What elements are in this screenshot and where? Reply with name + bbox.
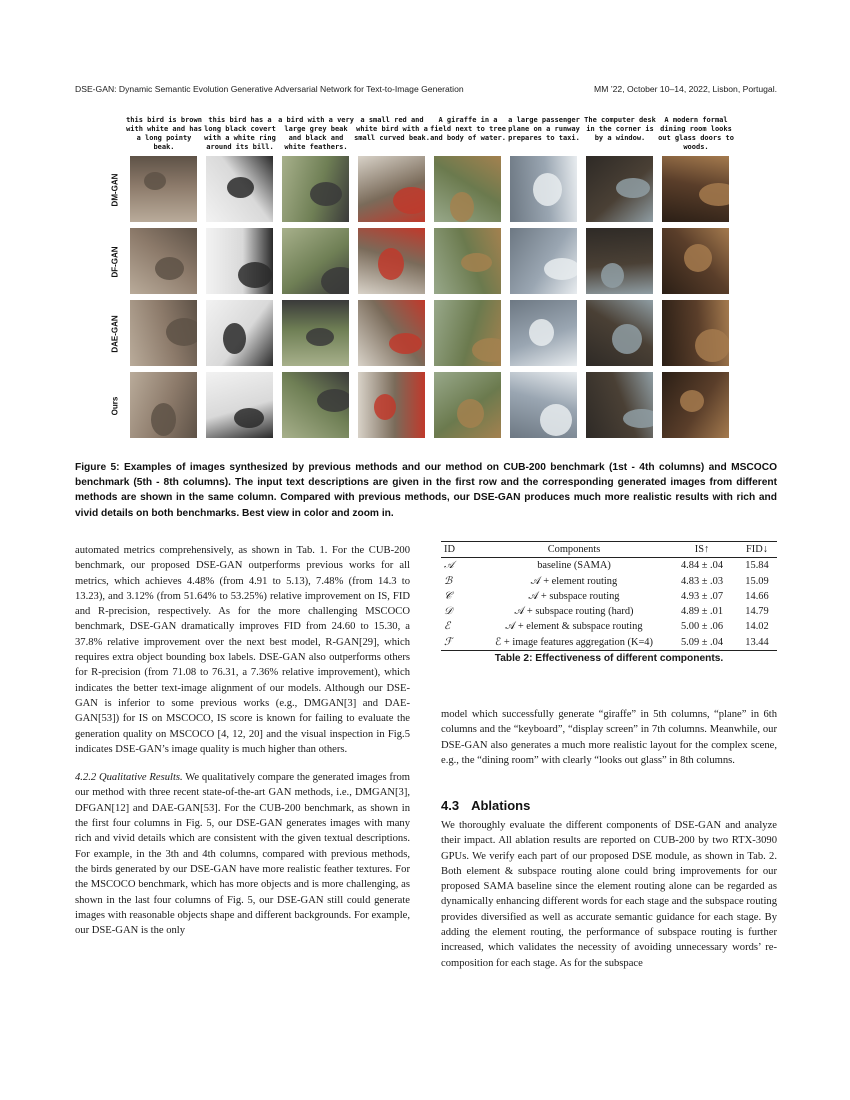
generated-image — [662, 372, 729, 438]
generated-image — [510, 156, 577, 222]
generated-image — [662, 228, 729, 294]
paragraph-text: We qualitatively compare the generated images from our method with three recent state-of-the-art GAN methods, i.e., DMGAN[3], DFGAN[12] and DAE-GAN[53]. For the CUB-200 benchmark, as shown in the first four columns in Fig. 5, our DSE-GAN generates images with many rich and vivid details which are consistent with the given textual descriptions. For example, in the 3th and 4th columns, compared with previous methods, the birds generated by our DSE-GAN have more realistic feather textures. For the MSCOCO benchmark, which has more objects and is more challenging, as shown in the last four columns of Fig. 5, our DSE-GAN still could generate images with reasonable objects shape and different backgrounds. For example, our DSE-GAN is the only — [75, 772, 410, 937]
cell-fid: 15.84 — [745, 560, 769, 572]
paragraph: We thoroughly evaluate the different components of DSE-GAN and analyze their impact. All ablation results are reported on CUB-200 by two RTX-3090 GPUs. We verify each part of our proposed DSE module, as shown in Tab. 2. Both element & subspace routing alone could bring improvements for our proposed SAMA baseline since the element routing alone can be regarded as dynamically enhancing different words for each stage and the subspace routing provides diversified as well as accurate semantic guidance for each stage. By adding the element routing, the performance of subspace routing is further increased, which validates the necessity of avoiding unnecessary words’ re-composition for each stage. As for the subspace — [441, 820, 777, 969]
figure-5 — [110, 116, 740, 448]
generated-image — [358, 156, 425, 222]
header-title: DSE-GAN: Dynamic Semantic Evolution Generative Adversarial Network for Text-to-Image Generation — [75, 84, 464, 94]
cell-is: 5.09 ± .04 — [680, 636, 724, 648]
table-row — [441, 604, 777, 619]
text-caption: this bird has a long black covert with a white ring around its bill. — [204, 116, 276, 151]
generated-image — [282, 372, 349, 438]
cell-id: 𝒟 — [444, 605, 453, 618]
subsection-heading: 4.2.2 Qualitative Results. — [75, 772, 183, 784]
cell-components: ℰ + image features aggregation (K=4) — [495, 636, 653, 648]
generated-image — [130, 300, 197, 366]
generated-image — [206, 300, 273, 366]
cell-components: 𝒜 + subspace routing (hard) — [514, 606, 634, 618]
generated-image — [510, 228, 577, 294]
col-header-is: IS↑ — [694, 544, 710, 555]
generated-image — [434, 228, 501, 294]
generated-image — [130, 372, 197, 438]
generated-image — [206, 156, 273, 222]
cell-components: 𝒜 + element & subspace routing — [505, 621, 643, 633]
generated-image — [662, 156, 729, 222]
running-header — [75, 84, 777, 98]
paragraph: automated metrics comprehensively, as shown in Tab. 1. For the CUB-200 benchmark, our proposed DSE-GAN outperforms previous works for all metrics, which achieves 4.48% (from 4.91 to 5.13), 7.48% (from 14.3 to 13.23), and 3.12% (from 51.64% to 53.25%) relative improvement on IS, FID and R-precision, respectively. As for the more challenging MSCOCO benchmark, DSE-GAN dramatically improves FID from 24.60 to 15.30, a 37.8% relative improvement over the next best model, R-GAN[29], which requires extra object bounding box labels. DSE-GAN also outperforms others for R-precision (from 71.08 to 76.31, a 7.36% relative improvement), which indicates the better text-image alignment of our models. Although our DSE-GAN is inferior to some previous works (e.g., DMGAN[3] and DAE-GAN[53]) for IS on MSCOCO, IS score is known for failing to evaluate the generation quality on MSCOCO [4, 12, 20] and the visual inspection in Fig.5 indicates DSE-GAN’s image quality is much higher than others. — [75, 545, 410, 755]
header-venue: MM ’22, October 10–14, 2022, Lisbon, Portugal. — [594, 84, 777, 94]
right-column-bottom — [441, 818, 777, 971]
row-label-df-gan: DF-GAN — [110, 246, 120, 278]
left-column — [75, 543, 410, 938]
paragraph — [75, 770, 410, 938]
cell-is: 4.84 ± .04 — [680, 560, 724, 572]
row-label-dm-gan: DM-GAN — [110, 173, 120, 207]
cell-components: baseline (SAMA) — [537, 560, 611, 572]
text-caption: The computer desk in the corner is by a window. — [584, 116, 656, 142]
cell-is: 5.00 ± .06 — [680, 621, 724, 633]
generated-image — [662, 300, 729, 366]
col-header-id: ID — [444, 544, 455, 555]
generated-image — [586, 156, 653, 222]
generated-image — [206, 372, 273, 438]
generated-image — [434, 300, 501, 366]
cell-id: 𝒞 — [444, 589, 452, 602]
table-row — [441, 635, 777, 651]
table-row — [441, 558, 777, 574]
generated-image — [282, 300, 349, 366]
section-number: 4.3 — [441, 798, 460, 813]
text-caption: A modern formal dining room looks out glass doors to woods. — [658, 116, 734, 151]
generated-image — [586, 372, 653, 438]
section-heading — [441, 798, 530, 813]
paragraph: model which successfully generate “giraffe” in 5th columns, “plane” in 6th columns and the “keyboard”, “display screen” in 7th columns. Meanwhile, our DSE-GAN also generates a much more realistic layout for the complex scene, e.g., the “dining room” with clearly “looks out glass” in 8th columns. — [441, 709, 777, 766]
right-column-top — [441, 707, 777, 768]
figure-caption — [75, 460, 777, 521]
generated-image — [358, 372, 425, 438]
table-row — [441, 619, 777, 634]
generated-image — [434, 156, 501, 222]
cell-components: 𝒜 + element routing — [530, 575, 618, 587]
table-caption: Table 2: Effectiveness of different components. — [494, 653, 724, 665]
generated-image — [358, 228, 425, 294]
text-caption: A giraffe in a field next to tree and body of water. — [430, 116, 506, 142]
table-header-row — [441, 542, 777, 558]
generated-image — [130, 156, 197, 222]
cell-id: 𝒜 — [444, 559, 454, 572]
generated-image — [282, 228, 349, 294]
cell-fid: 14.79 — [745, 606, 769, 618]
text-caption: a small red and white bird with a small curved beak. — [354, 116, 430, 142]
generated-image — [510, 300, 577, 366]
cell-is: 4.93 ± .07 — [680, 590, 724, 602]
table-row — [441, 574, 777, 589]
row-label-ours: Ours — [110, 396, 120, 416]
generated-image — [434, 372, 501, 438]
generated-image — [206, 228, 273, 294]
cell-is: 4.89 ± .01 — [680, 606, 724, 618]
generated-image — [130, 228, 197, 294]
row-label-dae-gan: DAE-GAN — [110, 315, 120, 353]
text-caption: a large passenger plane on a runway prepares to taxi. — [508, 116, 580, 142]
cell-id: ℬ — [444, 574, 453, 587]
generated-image — [586, 228, 653, 294]
table-2 — [441, 541, 777, 664]
cell-fid: 15.09 — [745, 575, 769, 587]
generated-image — [358, 300, 425, 366]
table-row — [441, 589, 777, 604]
cell-components: 𝒜 + subspace routing — [528, 590, 620, 602]
cell-id: ℰ — [444, 620, 451, 633]
col-header-fid: FID↓ — [746, 544, 768, 555]
text-caption: this bird is brown with white and has a long pointy beak. — [126, 116, 202, 151]
generated-image — [510, 372, 577, 438]
cell-id: ℱ — [444, 635, 453, 648]
cell-fid: 14.66 — [745, 590, 769, 602]
cell-fid: 13.44 — [745, 636, 769, 648]
cell-fid: 14.02 — [745, 621, 769, 633]
section-title: Ablations — [471, 798, 531, 813]
col-header-components: Components — [547, 544, 601, 555]
cell-is: 4.83 ± .03 — [680, 575, 724, 587]
text-caption: a bird with a very large grey beak and black and white feathers. — [278, 116, 354, 151]
generated-image — [586, 300, 653, 366]
figure-caption-text: Figure 5: Examples of images synthesized by previous methods and our method on CUB-200 benchmark (1st - 4th columns) and MSCOCO benchmark (5th - 8th columns). The input text descriptions are given in the first row and the corresponding generated images from different methods are shown in the same column. Compared with previous methods, our DSE-GAN produces much more realistic results with rich and vivid details on both benchmarks. Best view in color and zoom in. — [75, 462, 777, 519]
generated-image — [282, 156, 349, 222]
